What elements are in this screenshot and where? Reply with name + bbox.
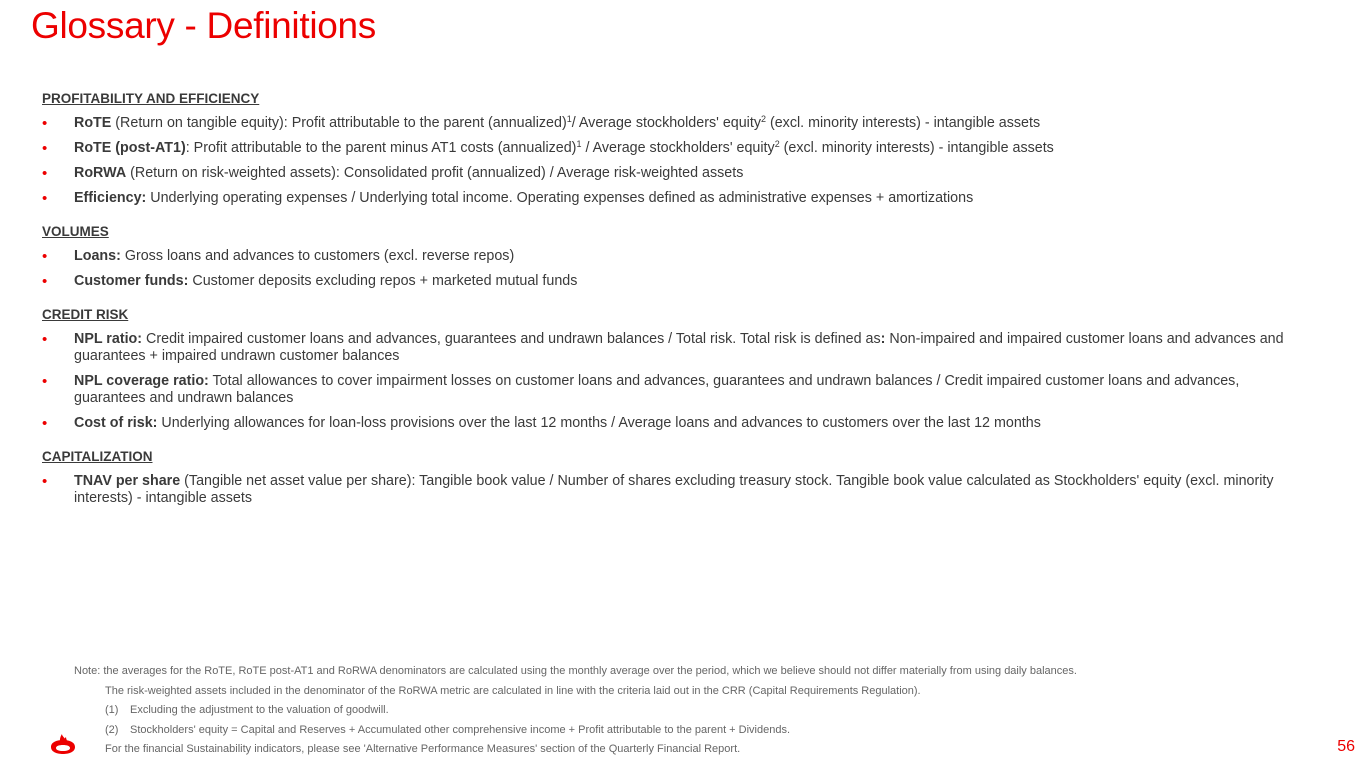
definition-text: Underlying operating expenses / Underlying total income. Operating expenses defined as administrative expenses + amortizations (146, 190, 974, 206)
footnote-text: Stockholders' equity = Capital and Reserves + Accumulated other comprehensive income + Profit attributable to the parent + Dividends. (130, 723, 791, 736)
section-volumes (42, 223, 1292, 290)
definition-rote-post-at1 (42, 140, 1292, 157)
definition-text: Customer deposits excluding repos + marketed mutual funds (188, 273, 578, 289)
santander-flame-icon (49, 731, 77, 755)
definition-npl-ratio (42, 331, 1292, 365)
definition-text: Gross loans and advances to customers (excl. reverse repos) (120, 248, 515, 264)
footnotes (74, 662, 1077, 760)
term: RoTE (post-AT1) (74, 140, 186, 156)
footnote-2 (74, 721, 1077, 741)
definition-npl-coverage-ratio (42, 373, 1292, 407)
definition-colon: : (880, 331, 886, 347)
glossary-content (42, 90, 1292, 523)
section-profitability (42, 90, 1292, 207)
footnote-ref: 2 (774, 139, 780, 149)
footnote-text: Excluding the adjustment to the valuation of goodwill. (130, 704, 389, 716)
definition-text: (Return on tangible equity): Profit attributable to the parent (annualized) (111, 115, 567, 131)
bullet-icon: • (42, 165, 48, 182)
section-heading: CAPITALIZATION (42, 449, 153, 464)
term: TNAV per share (74, 473, 181, 489)
definition-tnav-per-share (42, 473, 1292, 507)
definition-text: / Average stockholders' equity (571, 115, 761, 131)
term: Cost of risk: (74, 415, 158, 431)
bullet-icon: • (42, 473, 48, 490)
definition-cost-of-risk (42, 415, 1292, 432)
definition-text: Credit impaired customer loans and advances, guarantees and undrawn balances / Total risk. Total risk is defined as (142, 331, 881, 347)
note-sustainability: For the financial Sustainability indicators, please see 'Alternative Performance Measures' section of the Quarterly Financial Report. (105, 743, 741, 755)
definition-text: (excl. minority interests) - intangible assets (779, 140, 1054, 156)
term: Efficiency: (74, 190, 147, 206)
term: RoRWA (74, 165, 127, 181)
bullet-icon: • (42, 190, 48, 207)
definition-text: / Average stockholders' equity (581, 140, 775, 156)
footnote-ref: 1 (576, 139, 582, 149)
footnote-ref: 1 (566, 114, 572, 124)
term: RoTE (74, 115, 112, 131)
section-credit-risk (42, 306, 1292, 432)
term: NPL coverage ratio: (74, 373, 209, 389)
note-main: Note: the averages for the RoTE, RoTE post-AT1 and RoRWA denominators are calculated using the monthly average over the period, which we believe should not differ materially from using daily balances. (74, 665, 1077, 677)
section-heading: CREDIT RISK (42, 307, 129, 322)
definition-text: : Profit attributable to the parent minus AT1 costs (annualized) (185, 140, 577, 156)
bullet-icon: • (42, 248, 48, 265)
footnote-number: (2) (105, 723, 119, 736)
definition-text: (Return on risk-weighted assets): Consolidated profit (annualized) / Average risk-weighted assets (126, 165, 744, 181)
definition-text: Underlying allowances for loan-loss provisions over the last 12 months / Average loans and advances to customers over the last 12 months (157, 415, 1041, 431)
footnote-ref: 2 (760, 114, 766, 124)
bullet-icon: • (42, 373, 48, 390)
definition-rorwa (42, 165, 1292, 182)
page-title: Glossary - Definitions (31, 5, 377, 46)
definition-text: (Tangible net asset value per share): Tangible book value / Number of shares excluding treasury stock. Tangible book value calculated as Stockholders' equity (excl. minority interests) - intangible assets (74, 473, 1274, 506)
definition-text: Non-impaired and impaired customer loans and advances and guarantees + impaired undrawn customer balances (74, 331, 1284, 364)
definition-loans (42, 248, 1292, 265)
bullet-icon: • (42, 415, 48, 432)
footnote-number: (1) (105, 704, 119, 716)
term: Customer funds: (74, 273, 189, 289)
term: NPL ratio: (74, 331, 143, 347)
bullet-icon: • (42, 273, 48, 290)
section-heading: PROFITABILITY AND EFFICIENCY (42, 91, 260, 106)
bullet-icon: • (42, 331, 48, 348)
note-rwa: The risk-weighted assets included in the denominator of the RoRWA metric are calculated in line with the criteria laid out in the CRR (Capital Requirements Regulation). (105, 684, 921, 697)
bullet-icon: • (42, 140, 48, 157)
definition-text: Total allowances to cover impairment losses on customer loans and advances, guarantees and undrawn balances / Credit impaired customer loans and advances, guarantees and undrawn balances (74, 373, 1240, 406)
definition-customer-funds (42, 273, 1292, 290)
term: Loans: (74, 248, 121, 264)
section-heading: VOLUMES (42, 224, 109, 239)
definition-text: (excl. minority interests) - intangible assets (765, 115, 1041, 131)
bullet-icon: • (42, 115, 48, 132)
section-capitalization (42, 448, 1292, 507)
footnote-1 (74, 701, 1077, 721)
page-number: 56 (1337, 738, 1355, 755)
definition-rote (42, 115, 1292, 132)
definition-efficiency (42, 190, 1292, 207)
